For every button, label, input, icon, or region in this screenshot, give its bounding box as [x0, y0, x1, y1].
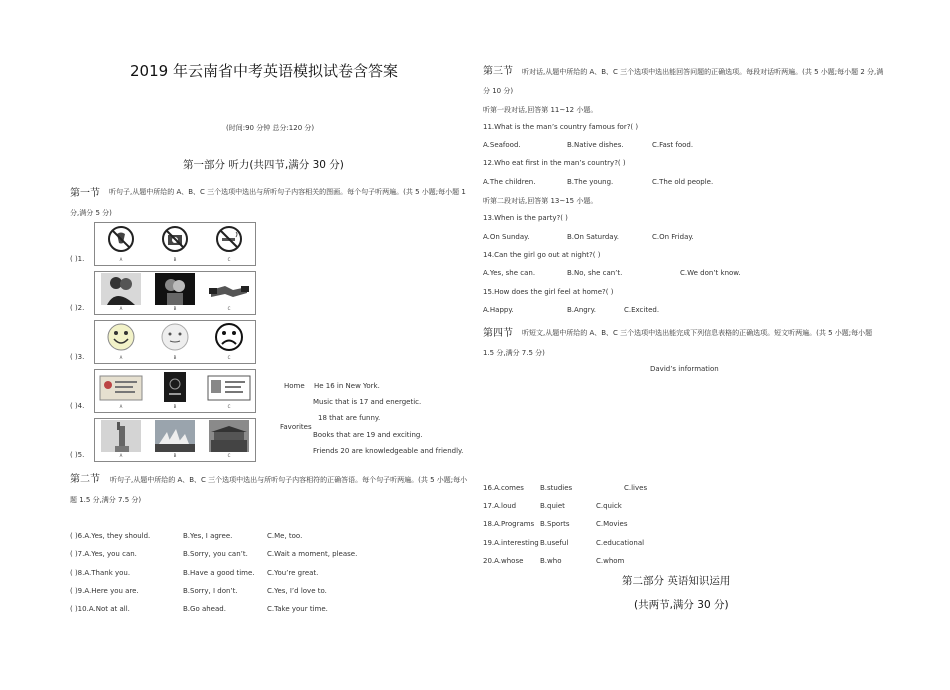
q3-option-c: C [203, 321, 255, 361]
q6-option-b: B.Yes, I agree. [183, 532, 233, 540]
tiananmen-photo [209, 420, 249, 452]
q2-picture-options [94, 271, 256, 315]
q3-picture-options [94, 320, 256, 364]
q18-option-b: B.Sports [540, 520, 570, 528]
q7-option-c: C.Wait a moment, please. [267, 550, 358, 558]
q1-option-b: B [149, 223, 201, 263]
q14-option-b: B.No, she can’t. [567, 269, 623, 277]
q5-option-a: A [95, 419, 147, 459]
q11-question: 11.What is the man’s country famous for?( ) [483, 123, 639, 131]
part2-heading: 第二部分 英语知识运用 [622, 575, 731, 587]
info-home-label: Home [284, 382, 305, 390]
q20-option-b: B.who [540, 557, 562, 565]
q19-option-a: 19.A.interesting [483, 539, 539, 547]
q13-option-a: A.On Sunday. [483, 233, 530, 241]
q13-option-c: C.On Friday. [652, 233, 694, 241]
neutral-face-icon [160, 322, 190, 352]
q18-option-c: C.Movies [596, 520, 628, 528]
q14-question: 14.Can the girl go out at night?( ) [483, 251, 601, 259]
info-line-17: Music that is 17 and energetic. [313, 398, 422, 406]
page-title: 2019 年云南省中考英语模拟试卷含答案 [130, 62, 398, 80]
q6-option-c: C.Me, too. [267, 532, 303, 540]
q1-picture-options [94, 222, 256, 266]
section2-instruction-cont: 题 1.5 分,满分 7.5 分) [70, 496, 142, 504]
handshake-photo [209, 276, 249, 302]
q13-option-b: B.On Saturday. [567, 233, 619, 241]
q7-option-b: B.Sorry, you can’t. [183, 550, 248, 558]
part1-heading: 第一部分 听力(共四节,满分 30 分) [183, 159, 344, 171]
q10-option-b: B.Go ahead. [183, 605, 226, 613]
q4-option-a: A [95, 370, 147, 410]
q12-question: 12.Who eat first in the man’s country?( ) [483, 159, 626, 167]
section3-instruction-cont: 分 10 分) [483, 87, 514, 95]
q10-option-c: C.Take your time. [267, 605, 328, 613]
q12-option-b: B.The young. [567, 178, 614, 186]
q5-option-c: C [203, 419, 255, 459]
no-phone-sign-icon [107, 225, 135, 253]
section2-label: 第二节 [70, 474, 100, 485]
kissing-people-photo [155, 273, 195, 305]
statue-of-liberty-photo [101, 420, 141, 452]
q8-option-c: C.You’re great. [267, 569, 319, 577]
q17-option-c: C.quick [596, 502, 622, 510]
passport-photo [163, 371, 187, 403]
q8-option-b: B.Have a good time. [183, 569, 255, 577]
info-table-title: David’s information [650, 365, 719, 373]
info-favorites-label: Favorites [280, 423, 312, 431]
dialogue2-note: 听第二段对话,回答第 13~15 小题。 [483, 197, 598, 205]
id-card-photo [99, 375, 143, 401]
q9-option-a: ( )9.A.Here you are. [70, 587, 139, 595]
q3-number: ( )3. [70, 353, 85, 361]
q11-option-c: C.Fast food. [652, 141, 694, 149]
q20-option-c: C.whom [596, 557, 625, 565]
no-smoking-sign-icon [215, 225, 243, 253]
sydney-opera-house-photo [155, 420, 195, 452]
q15-question: 15.How does the girl feel at home?( ) [483, 288, 614, 296]
section1-instruction: 听句子,从题中所给的 A、B、C 三个选项中选出与所听句子内容相关的图画。每个句子听两遍。(共 5 小题;每小题 1 [109, 188, 466, 196]
q14-option-a: A.Yes, she can. [483, 269, 536, 277]
q15-option-c: C.Excited. [624, 306, 660, 314]
q11-option-b: B.Native dishes. [567, 141, 624, 149]
q4-option-b: B [149, 370, 201, 410]
q9-option-b: B.Sorry, I don’t. [183, 587, 238, 595]
q17-option-a: 17.A.loud [483, 502, 517, 510]
q9-option-c: C.Yes, I’d love to. [267, 587, 327, 595]
q1-number: ( )1. [70, 255, 85, 263]
q16-option-c: C.lives [624, 484, 648, 492]
certificate-photo [207, 375, 251, 401]
q12-option-a: A.The children. [483, 178, 536, 186]
sad-face-icon [214, 322, 244, 352]
q19-option-b: B.useful [540, 539, 569, 547]
q5-option-b: B [149, 419, 201, 459]
info-line-20: Friends 20 are knowledgeable and friendly. [313, 447, 464, 455]
section4-label: 第四节 [483, 328, 513, 339]
q5-picture-options [94, 418, 256, 462]
info-line-19: Books that are 19 and exciting. [313, 431, 423, 439]
q15-option-b: B.Angry. [567, 306, 596, 314]
q2-option-a: A [95, 272, 147, 312]
q1-option-c: C [203, 223, 255, 263]
dialogue1-note: 听第一段对话,回答第 11~12 小题。 [483, 106, 598, 114]
q4-picture-options [94, 369, 256, 413]
section4-instruction-cont: 1.5 分,满分 7.5 分) [483, 349, 545, 357]
q2-option-b: B [149, 272, 201, 312]
q16-option-b: B.studies [540, 484, 573, 492]
q4-option-c: C [203, 370, 255, 410]
q4-number: ( )4. [70, 402, 85, 410]
q2-number: ( )2. [70, 304, 85, 312]
q11-option-a: A.Seafood. [483, 141, 521, 149]
q15-option-a: A.Happy. [483, 306, 514, 314]
q1-option-a: A [95, 223, 147, 263]
exam-info: (时间:90 分钟 总分:120 分) [226, 124, 315, 132]
part2-subheading: (共两节,满分 30 分) [634, 599, 729, 611]
q2-option-c: C [203, 272, 255, 312]
q17-option-b: B.quiet [540, 502, 565, 510]
q12-option-c: C.The old people. [652, 178, 714, 186]
q3-option-b: B [149, 321, 201, 361]
hugging-people-photo [101, 273, 141, 305]
section4-instruction: 听短文,从题中所给的 A、B、C 三个选项中选出能完成下列信息表格的正确选项。短文听两遍。(共 5 小题;每小题 [522, 329, 873, 337]
section3-label: 第三节 [483, 66, 513, 77]
info-line-16: He 16 in New York. [314, 382, 380, 390]
q19-option-c: C.educational [596, 539, 645, 547]
q20-option-a: 20.A.whose [483, 557, 524, 565]
section3-instruction: 听对话,从题中所给的 A、B、C 三个选项中选出能回答问题的正确选项。每段对话听两遍。(共 5 小题;每小题 2 分,满 [522, 68, 884, 76]
section2-instruction: 听句子,从题中所给的 A、B、C 三个选项中选出与所听句子内容相符的正确答语。每个句子听两遍。(共 5 小题;每小 [110, 476, 468, 484]
q14-option-c: C.We don’t know. [680, 269, 741, 277]
section1-label: 第一节 [70, 188, 100, 199]
q18-option-a: 18.A.Programs [483, 520, 535, 528]
happy-face-icon [106, 322, 136, 352]
q5-number: ( )5. [70, 451, 85, 459]
q16-option-a: 16.A.comes [483, 484, 524, 492]
q10-option-a: ( )10.A.Not at all. [70, 605, 130, 613]
info-line-18: 18 that are funny. [318, 414, 381, 422]
section1-instruction-cont: 分,满分 5 分) [70, 209, 112, 217]
q6-option-a: ( )6.A.Yes, they should. [70, 532, 151, 540]
q8-option-a: ( )8.A.Thank you. [70, 569, 131, 577]
q13-question: 13.When is the party?( ) [483, 214, 568, 222]
q7-option-a: ( )7.A.Yes, you can. [70, 550, 137, 558]
q3-option-a: A [95, 321, 147, 361]
no-camera-sign-icon [161, 225, 189, 253]
